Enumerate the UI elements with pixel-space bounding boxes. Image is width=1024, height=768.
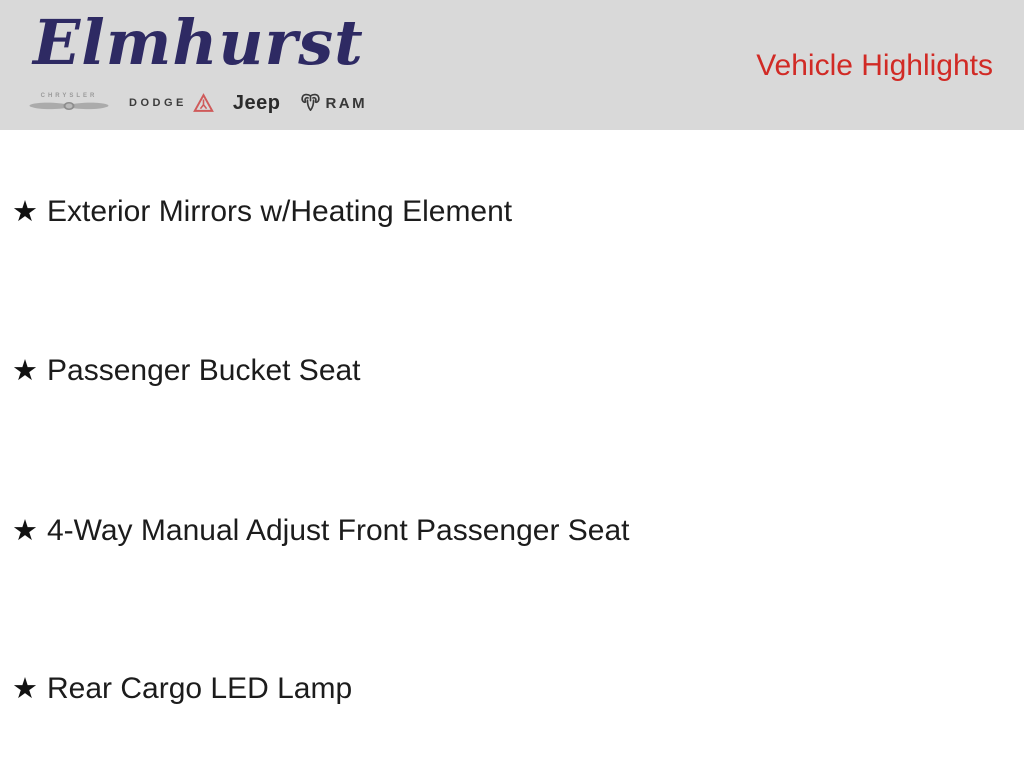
highlight-text: Rear Cargo LED Lamp [47,672,353,705]
highlight-item [12,513,630,549]
ram-wordmark: RAM [325,94,368,112]
highlight-item [12,671,352,707]
highlight-item [12,353,361,389]
dodge-triangle-icon [193,93,214,113]
chrysler-wordmark: CHRYSLER [40,93,98,99]
highlight-text: Exterior Mirrors w/Heating Element [47,195,513,228]
dealer-logo: Elmhurst [33,6,364,79]
highlight-text: Passenger Bucket Seat [47,354,361,387]
highlight-item [12,194,512,230]
page-title: Vehicle Highlights [756,49,993,82]
star-icon: ★ [12,514,38,547]
star-icon: ★ [12,195,38,228]
chrysler-logo [28,93,110,113]
ram-logo [299,93,367,114]
brand-logos [28,86,367,120]
jeep-logo: Jeep [232,91,281,114]
highlight-text: 4-Way Manual Adjust Front Passenger Seat [47,514,630,547]
chrysler-wing-icon [28,100,110,113]
dodge-wordmark: DODGE [129,97,187,109]
dodge-logo [129,93,214,113]
star-icon: ★ [12,672,38,705]
star-icon: ★ [12,354,38,387]
header [0,0,1024,130]
ram-head-icon [299,93,322,114]
